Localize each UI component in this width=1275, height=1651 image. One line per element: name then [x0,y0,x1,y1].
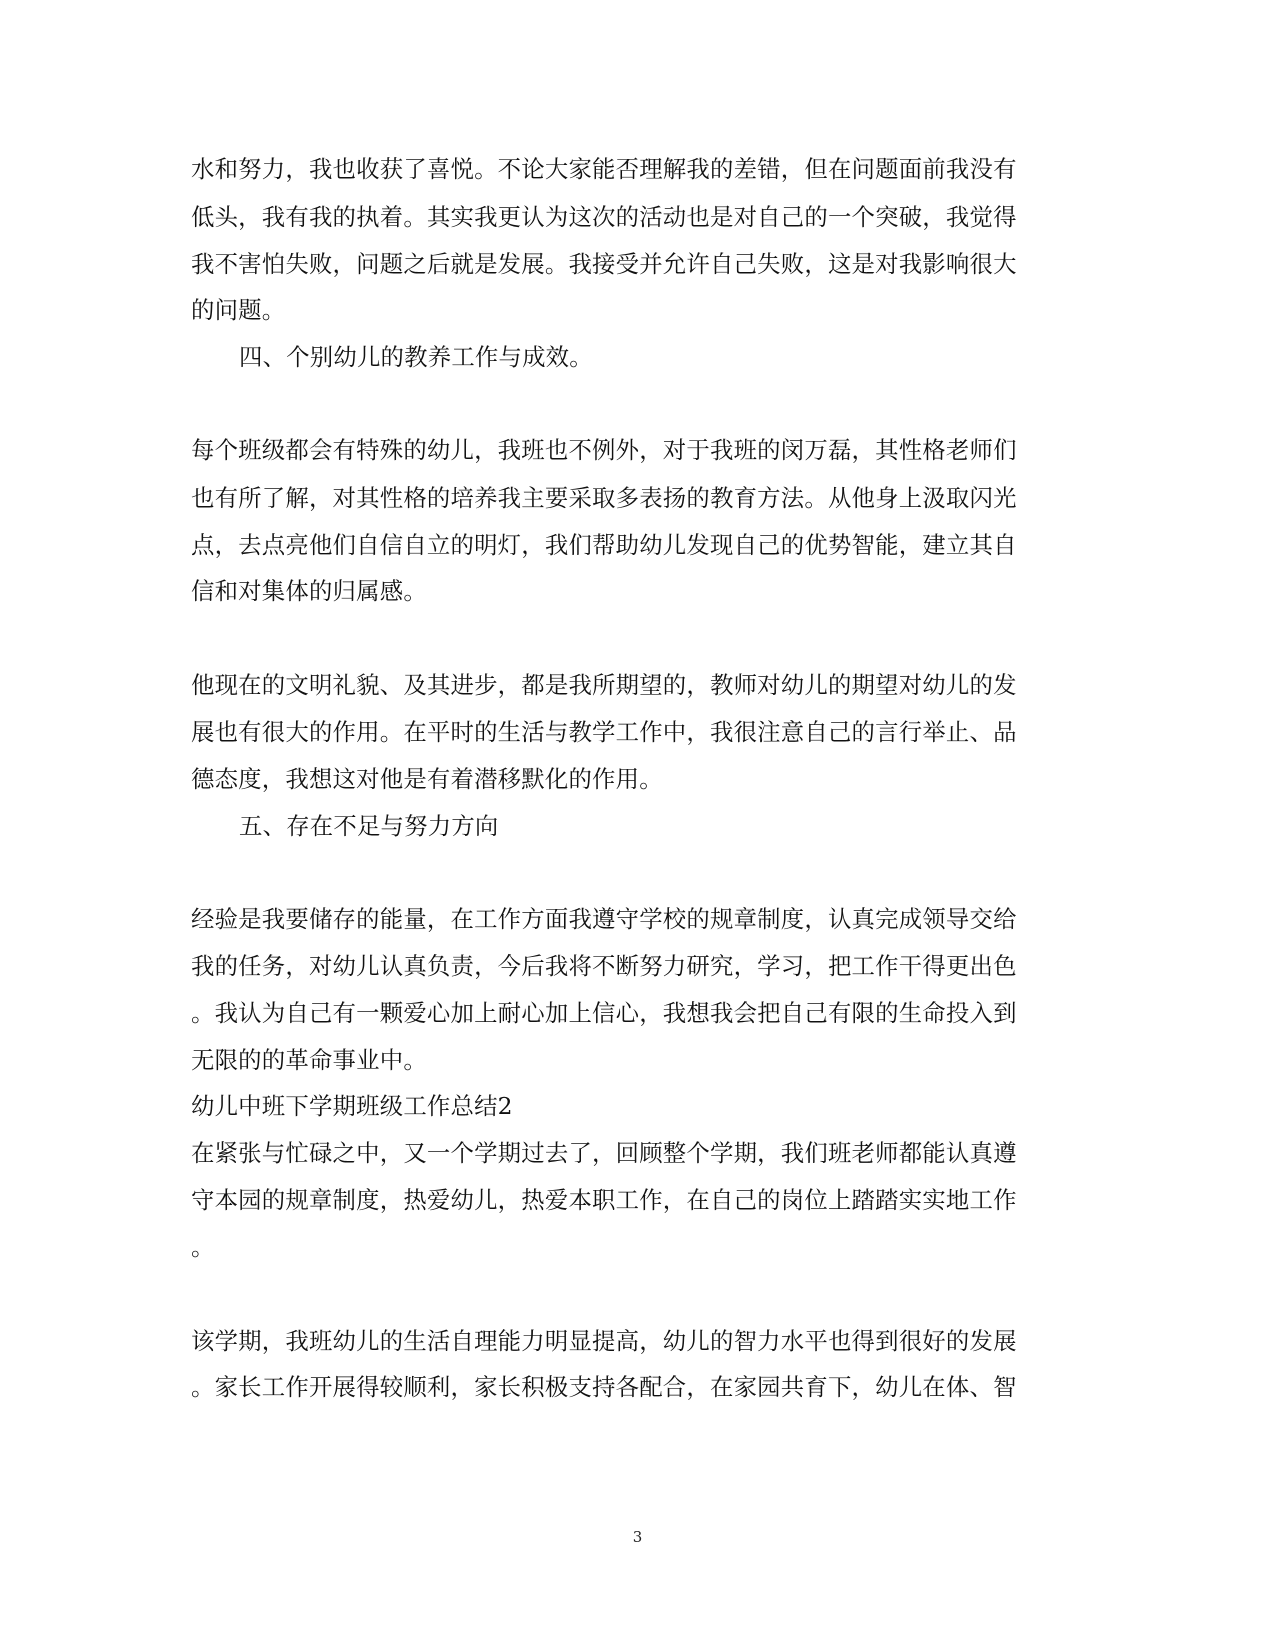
text-line: 水和努力，我也收获了喜悦。不论大家能否理解我的差错，但在问题面前我没有 [191,155,1017,183]
text-line: 无限的的革命事业中。 [191,1046,427,1074]
text-line: 点，去点亮他们自信自立的明灯，我们帮助幼儿发现自己的优势智能，建立其自 [191,531,1017,559]
text-line: 德态度，我想这对他是有着潜移默化的作用。 [191,765,663,793]
text-line: 低头，我有我的执着。其实我更认为这次的活动也是对自己的一个突破，我觉得 [191,203,1017,231]
text-line: 也有所了解，对其性格的培养我主要采取多表扬的教育方法。从他身上汲取闪光 [191,484,1017,512]
text-line: 他现在的文明礼貌、及其进步，都是我所期望的，教师对幼儿的期望对幼儿的发 [191,671,1017,699]
text-line: 在紧张与忙碌之中，又一个学期过去了，回顾整个学期，我们班老师都能认真遵 [191,1139,1017,1167]
text-line: 经验是我要储存的能量，在工作方面我遵守学校的规章制度，认真完成领导交给 [191,905,1017,933]
text-line: 每个班级都会有特殊的幼儿，我班也不例外，对于我班的闵万磊，其性格老师们 [191,436,1017,464]
text-line: 信和对集体的归属感。 [191,577,427,605]
text-line: 。我认为自己有一颗爱心加上耐心加上信心，我想我会把自己有限的生命投入到 [191,999,1017,1027]
text-line: 展也有很大的作用。在平时的生活与教学工作中，我很注意自己的言行举止、品 [191,718,1017,746]
section-heading: 四、个别幼儿的教养工作与成效。 [239,343,593,371]
text-line: 守本园的规章制度，热爱幼儿，热爱本职工作，在自己的岗位上踏踏实实地工作 [191,1186,1017,1214]
page-number: 3 [632,1528,643,1546]
document-subtitle: 幼儿中班下学期班级工作总结2 [191,1092,513,1120]
text-line: 。家长工作开展得较顺利，家长积极支持各配合，在家园共育下，幼儿在体、智 [191,1373,1017,1401]
text-line: 的问题。 [191,296,286,324]
text-line: 。 [191,1233,215,1261]
text-line: 我的任务，对幼儿认真负责，今后我将不断努力研究，学习，把工作干得更出色 [191,952,1017,980]
text-line: 我不害怕失败，问题之后就是发展。我接受并允许自己失败，这是对我影响很大 [191,250,1017,278]
section-heading: 五、存在不足与努力方向 [239,812,499,840]
text-line: 该学期，我班幼儿的生活自理能力明显提高，幼儿的智力水平也得到很好的发展 [191,1327,1017,1355]
